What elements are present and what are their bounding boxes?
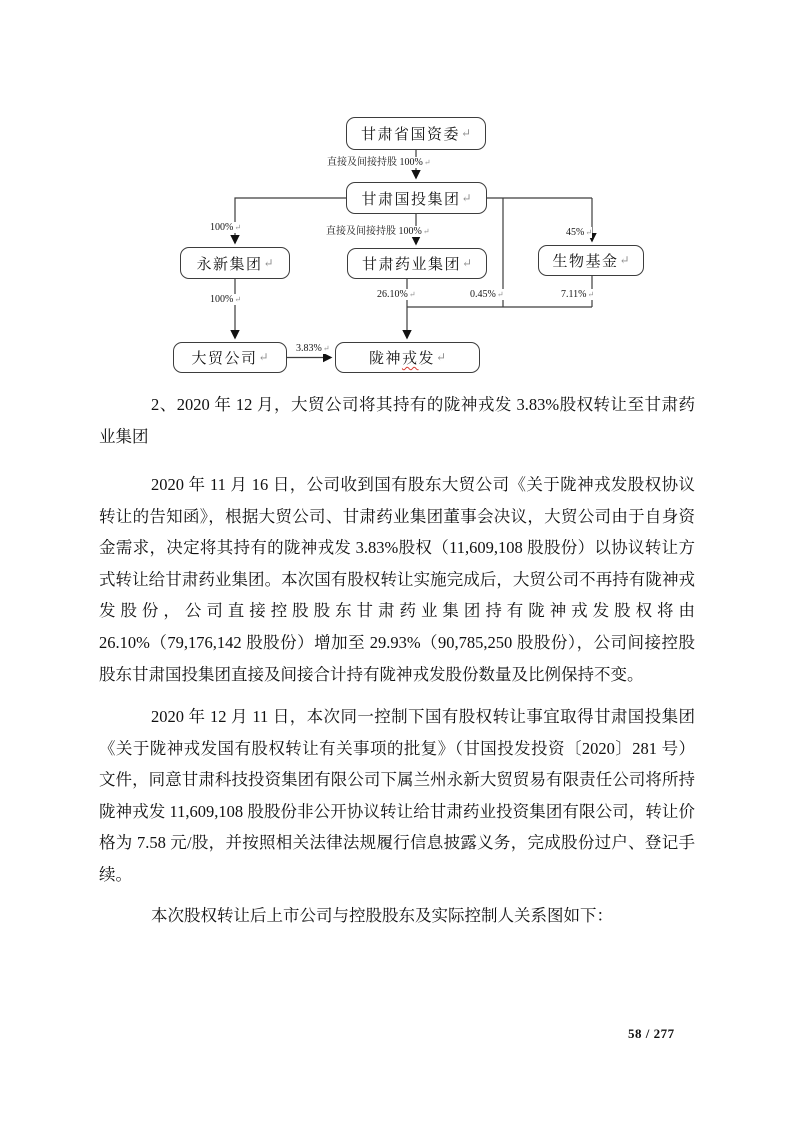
edge-label-text: 100% bbox=[210, 222, 234, 233]
edge-label-text: 7.11% bbox=[561, 289, 587, 300]
return-mark-icon: ↵ bbox=[408, 290, 416, 299]
org-node-label: 甘肃省国资委 bbox=[360, 127, 460, 143]
edge-label-text: 直接及间接持股 100% bbox=[326, 226, 422, 237]
org-node-gansu-pharma bbox=[347, 248, 487, 279]
org-node-label: 生物基金 bbox=[552, 254, 619, 270]
org-node-label: 永新集团 bbox=[196, 256, 263, 273]
edge-label-text: 100% bbox=[210, 294, 234, 305]
edge-label-text: 26.10% bbox=[377, 289, 408, 300]
return-mark-icon: ↵ bbox=[258, 350, 269, 364]
section-heading: 2、2020 年 12 月，大贸公司将其持有的陇神戎发 3.83%股权转让至甘肃药业集团 bbox=[99, 395, 695, 446]
return-mark-icon: ↵ bbox=[263, 255, 274, 270]
edge-label-pharma-to-longshen bbox=[377, 289, 416, 300]
edge-label-sasac-to-guotou bbox=[327, 157, 431, 168]
org-node-provincial-sasac bbox=[346, 117, 486, 150]
paragraph-transfer-notice: 2020 年 11 月 16 日，公司收到国有股东大贸公司《关于陇神戎发股权协议转让的告知函》，根据大贸公司、甘肃药业集团董事会决议，大贸公司由于自身资金需求，决定将其持有的陇神戎发 3.83%股权（11,609,108 股股份）以协议转让方式转让给甘肃药业集团。本次国有股权转让实施完成后，大贸公司不再持有陇神戎发股份，公司直接控股股东甘肃药业集团持有陇神戎发股权将由 26.10%（79,176,142 股股份）增加至 29.93%（90,785,250 股股份），公司间接控股股东甘肃国投集团直接及间接合计持有陇神戎发股份数量及比例保持不变。 bbox=[99, 475, 695, 684]
org-node-label: 发 bbox=[418, 351, 435, 367]
org-node-gansu-guotou bbox=[346, 182, 487, 214]
return-mark-icon: ↵ bbox=[461, 256, 473, 270]
return-mark-icon: ↵ bbox=[587, 290, 595, 299]
return-mark-icon: ↵ bbox=[435, 350, 447, 364]
return-mark-icon: ↵ bbox=[234, 295, 242, 304]
return-mark-icon: ↵ bbox=[619, 253, 630, 267]
edge-label-guotou-to-yongxin bbox=[210, 222, 241, 233]
page-number: 58 / 277 bbox=[628, 1026, 675, 1041]
org-node-damao bbox=[173, 342, 287, 373]
return-mark-icon: ↵ bbox=[234, 223, 242, 232]
return-mark-icon: ↵ bbox=[460, 126, 472, 140]
edge-label-guotou-direct bbox=[470, 289, 504, 300]
edge-label-guotou-to-biofund bbox=[566, 227, 592, 238]
edge-label-text: 45% bbox=[566, 227, 585, 238]
org-node-label: 甘肃国投集团 bbox=[361, 191, 461, 208]
return-mark-icon: ↵ bbox=[422, 227, 430, 236]
edge-label-guotou-to-pharma bbox=[326, 226, 430, 237]
edge-label-text: 直接及间接持股 100% bbox=[327, 157, 423, 168]
edge-label-text: 3.83% bbox=[296, 343, 322, 354]
org-node-yongxin bbox=[180, 247, 290, 279]
edge-label-damao-to-longshen bbox=[296, 343, 330, 354]
return-mark-icon: ↵ bbox=[461, 190, 472, 205]
org-node-label: 陇神 bbox=[368, 351, 402, 367]
org-node-bio-fund bbox=[538, 245, 644, 276]
return-mark-icon: ↵ bbox=[322, 344, 330, 353]
edge-label-biofund-to-longshen bbox=[561, 289, 594, 300]
org-node-label: 甘肃药业集团 bbox=[361, 257, 461, 273]
org-chart bbox=[0, 0, 793, 400]
edge-label-yongxin-to-damao bbox=[210, 294, 241, 305]
return-mark-icon: ↵ bbox=[585, 228, 593, 237]
org-node-longshen bbox=[335, 342, 480, 373]
org-node-label: 大贸公司 bbox=[191, 351, 258, 367]
spellcheck-underline: 戎 bbox=[401, 351, 419, 367]
edge-label-text: 0.45% bbox=[470, 289, 496, 300]
paragraph-approval: 2020 年 12 月 11 日，本次同一控制下国有股权转让事宜取得甘肃国投集团《关于陇神戎发国有股权转让有关事项的批复》（甘国投发投资〔2020〕281 号）文件，同意甘肃科技投资集团有限公司下属兰州永新大贸贸易有限责任公司将所持陇神戎发 11,609,108 股股份非公开协议转让给甘肃药业投资集团有限公司，转让价格为 7.58 元/股，并按照相关法律法规履行信息披露义务，完成股份过户、登记手续。 bbox=[99, 707, 696, 884]
paragraph-chart-intro: 本次股权转让后上市公司与控股股东及实际控制人关系图如下： bbox=[151, 906, 613, 925]
return-mark-icon: ↵ bbox=[423, 158, 431, 167]
return-mark-icon: ↵ bbox=[496, 290, 504, 299]
